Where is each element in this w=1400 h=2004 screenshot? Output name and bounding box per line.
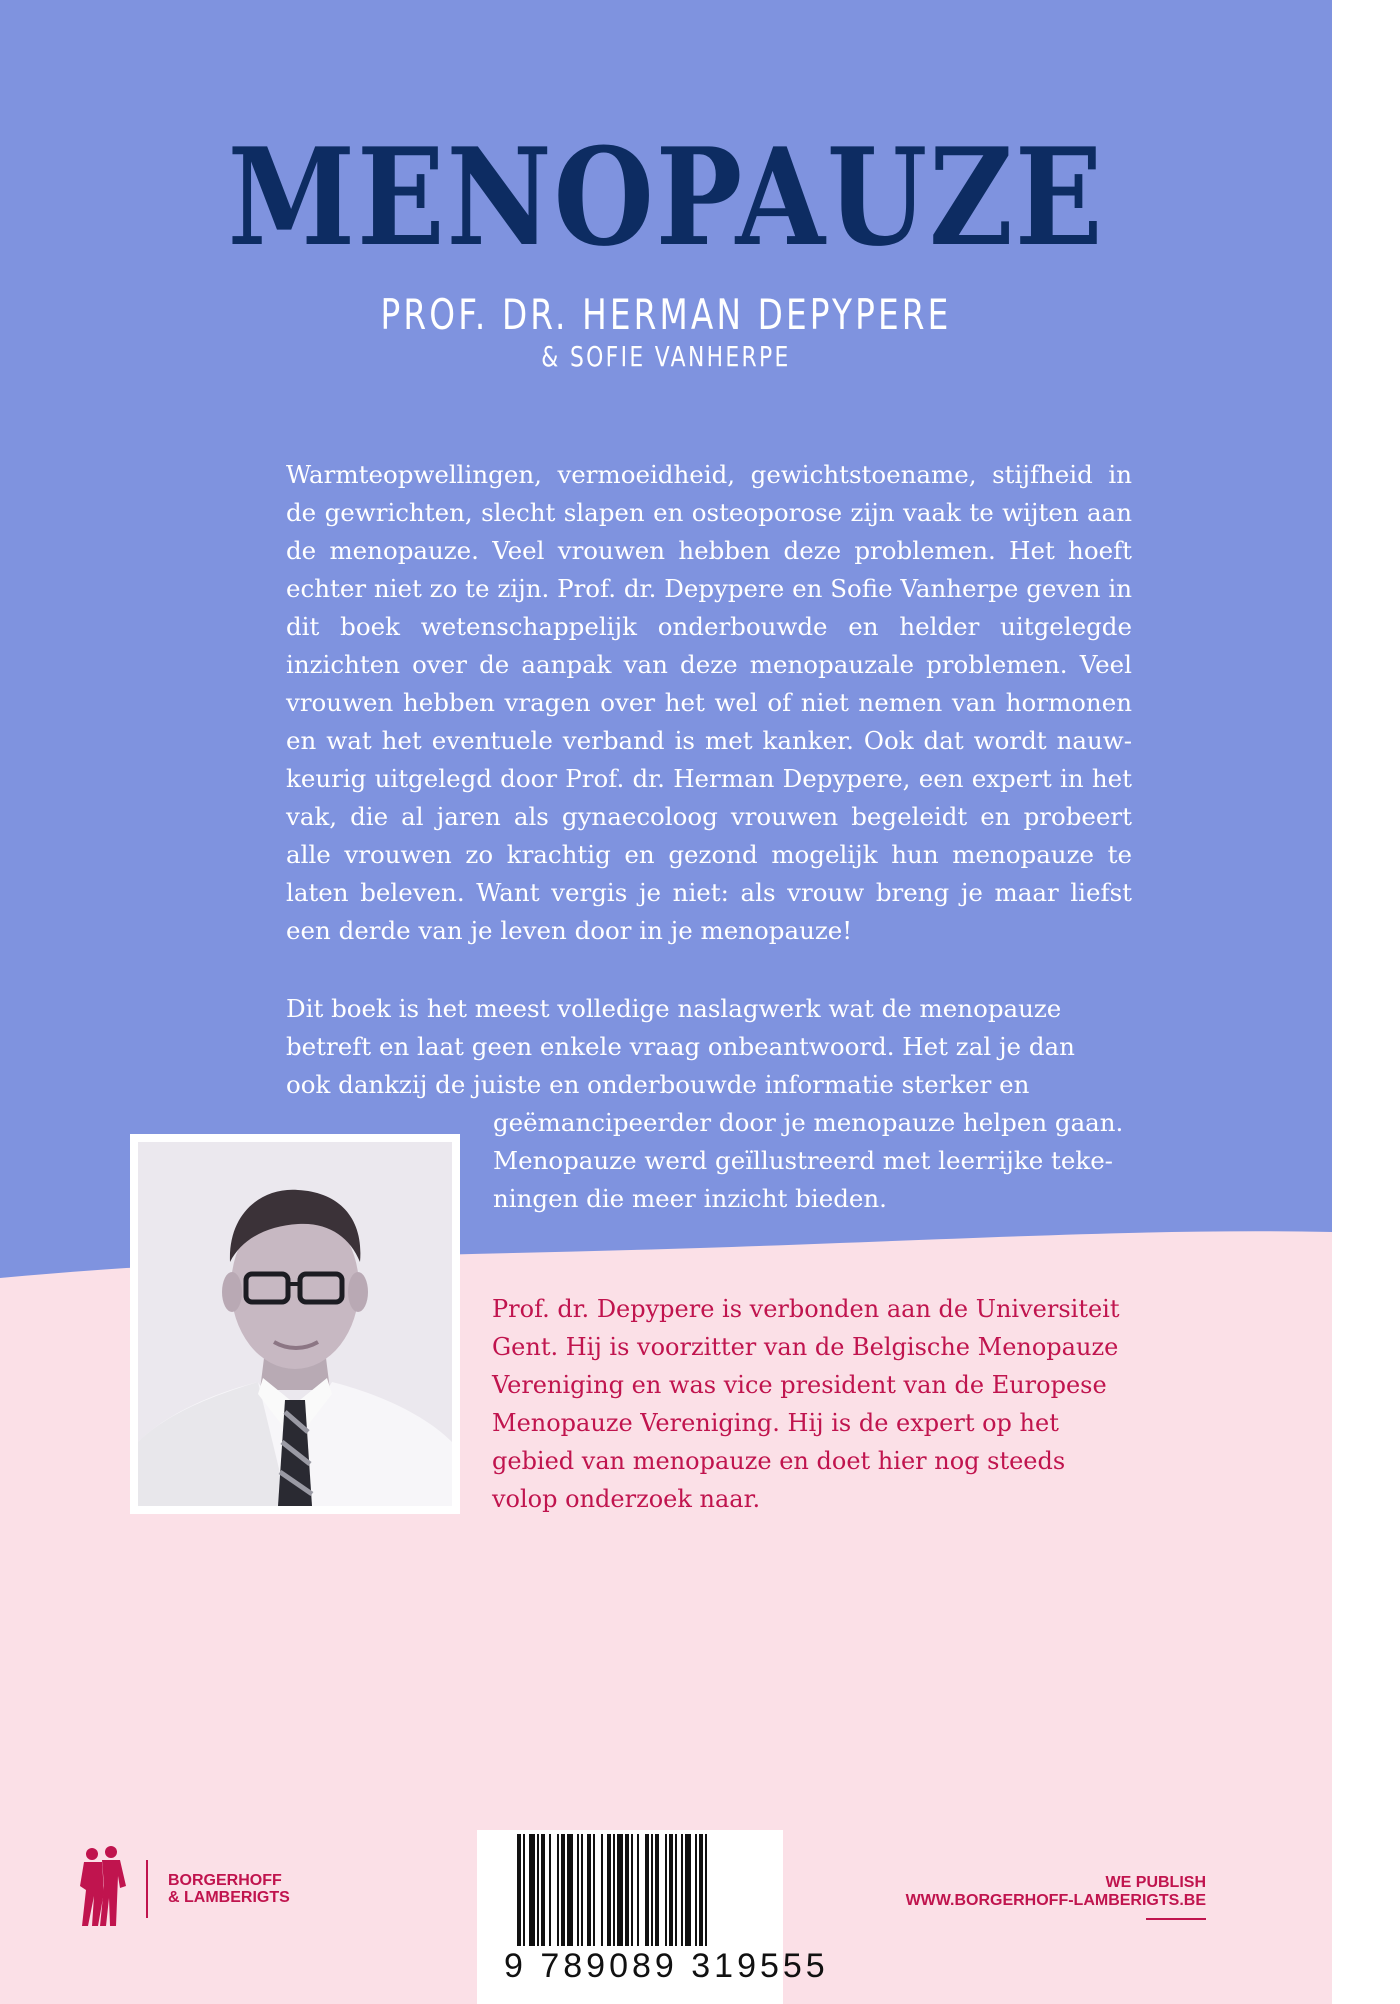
blurb-text: Warmteopwellingen, vermoeidheid, gewichtstoename, stijfheid in de gewrichten, slecht slapen en osteoporose zijn vaak te wijten aan de menopauze. Veel vrouwen hebben deze problemen. Het hoeft echter niet zo te zijn. Prof. dr. Depypere en Sofie Vanherpe geven in dit boek wetenschappelijk onderbouwde en helder uitgelegde inzichten over de aanpak van deze menopauzale problemen. Veel vrouwen hebben vragen over het wel of niet nemen van hormonen en wat het eventuele verband is met kanker. Ook dat wordt nauw-keurig uitgelegd door Prof. dr. Herman Depypere, een expert in het vak, die al jaren als gynaecoloog vrouwen begeleidt en probeert alle vrouwen zo krachtig en gezond mogelijk hun menopauze te laten beleven. Want vergis je niet: als vrouw breng je maar liefst een derde van je leven door in je menopauze! xyxy=(286,460,1132,945)
author-photo xyxy=(138,1142,452,1506)
para2-line: geëmancipeerder door je menopauze helpen gaan. xyxy=(493,1108,1124,1137)
bio-line: gebied van menopauze en doet hier nog steeds xyxy=(492,1447,1066,1475)
publisher-name xyxy=(168,1872,290,1906)
bio-line: Menopauze Vereniging. Hij is de expert op het xyxy=(492,1409,1059,1437)
blurb-paragraph xyxy=(286,456,1132,950)
para2-line: betreft en laat geen enkele vraag onbeantwoord. Het zal je dan xyxy=(286,1032,1075,1061)
para2-line: Dit boek is het meest volledige naslagwerk wat de menopauze xyxy=(286,994,1062,1023)
website-underline xyxy=(1146,1918,1206,1920)
bio-line: Vereniging en was vice president van de Europese xyxy=(492,1371,1107,1399)
author-bio xyxy=(492,1290,1132,1518)
para2-line: ook dankzij de juiste en onderbouwde informatie sterker en xyxy=(286,1070,1030,1099)
publisher-website[interactable]: WWW.BORGERHOFF-LAMBERIGTS.BE xyxy=(905,1892,1206,1909)
isbn-number: 9 789089 319555 xyxy=(504,1947,829,1985)
para2-line: Menopauze werd geïllustreerd met leerrijke teke- xyxy=(493,1146,1113,1175)
book-title: MENOPAUZE xyxy=(227,118,1105,276)
publisher-name-line2: & LAMBERIGTS xyxy=(168,1889,290,1906)
bio-line: Prof. dr. Depypere is verbonden aan de Universiteit xyxy=(492,1295,1120,1323)
publisher-name-line1: BORGERHOFF xyxy=(168,1872,282,1889)
barcode-icon xyxy=(477,1830,783,1950)
isbn-barcode xyxy=(477,1830,829,2004)
bio-line: volop onderzoek naar. xyxy=(492,1485,761,1513)
publisher-website-block xyxy=(906,1874,1206,1910)
author-name: PROF. DR. HERMAN DEPYPERE xyxy=(380,290,952,339)
author-photo-frame xyxy=(130,1134,460,1514)
page-margin xyxy=(1332,0,1400,2004)
para2-line: ningen die meer inzicht bieden. xyxy=(493,1184,887,1213)
two-figures-logo-icon xyxy=(78,1846,128,1930)
bio-line: Gent. Hij is voorzitter van de Belgische Menopauze xyxy=(492,1333,1119,1361)
publisher-slogan: WE PUBLISH xyxy=(1105,1874,1206,1891)
logo-divider xyxy=(146,1860,148,1918)
coauthor-name: & SOFIE VANHERPE xyxy=(541,340,791,373)
